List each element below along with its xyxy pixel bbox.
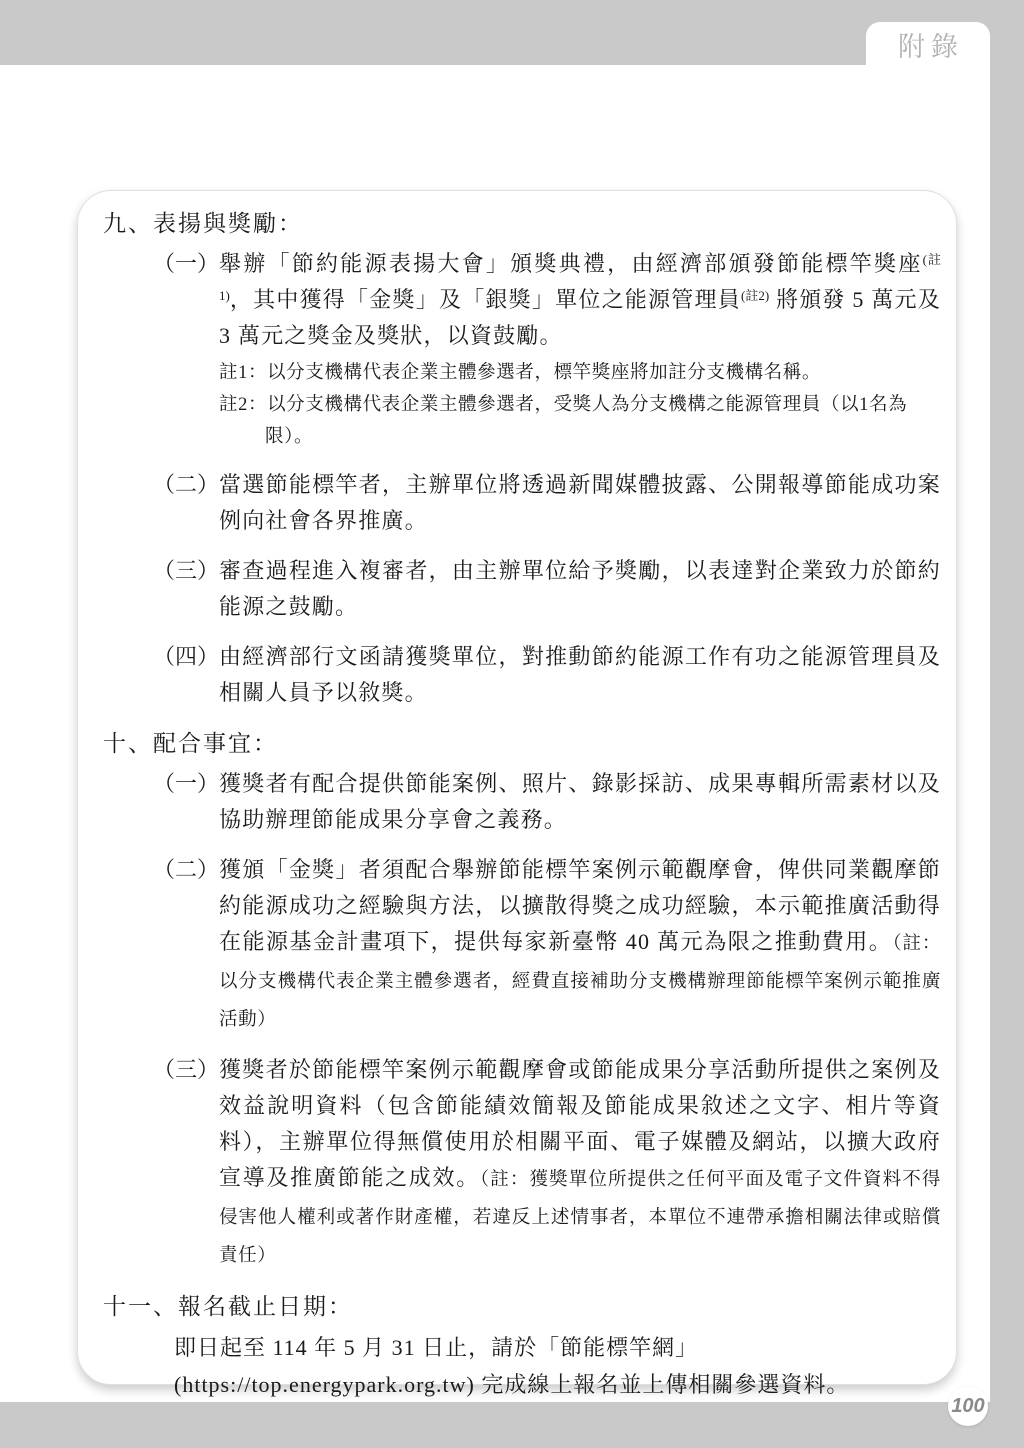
item-marker: （四） (153, 644, 220, 669)
item-marker: （三） (153, 558, 220, 583)
item-marker: （一） (153, 771, 220, 796)
footnote-label: 註1： (219, 363, 268, 383)
item-text: ，其中獲得「金獎」及「銀獎」單位之能源管理員 (229, 287, 741, 312)
item-marker: （三） (153, 1057, 220, 1082)
appendix-tab-label: 附錄 (898, 31, 964, 62)
footnote-text: 以分支機構代表企業主體參選者，受獎人為分支機構之能源管理員（以1名為限）。 (265, 395, 908, 447)
list-item-9-3 (103, 553, 941, 625)
list-item-10-1 (103, 766, 941, 838)
section-heading-11: 十一、報名截止日期： (103, 1294, 353, 1319)
page-number-badge (948, 1386, 988, 1426)
list-item-10-3 (103, 1052, 941, 1274)
item-text: 審查過程進入複審者，由主辦單位給予獎勵，以表達對企業致力於節約能源之鼓勵。 (219, 558, 941, 619)
registration-url-line: (https://top.energypark.org.tw) 完成線上報名並上傳相關參選資料。 (174, 1372, 850, 1397)
footnote-ref-1: (註1) (219, 252, 941, 303)
document-body (103, 205, 941, 1403)
footnote-label: 註2： (219, 395, 268, 415)
inline-note: （註：以分支機構代表企業主體參選者，經費直接補助分支機構辦理節能標竿案例示範推廣活動） (219, 934, 941, 1030)
item-text: 將頒發 5 萬元及 3 萬元之獎金及獎狀，以資鼓勵。 (219, 287, 941, 348)
deadline-line: 即日起至 114 年 5 月 31 日止，請於「節能標竿網」 (174, 1335, 699, 1360)
footnote-ref-2: (註2) (741, 288, 770, 303)
footnotes (219, 357, 941, 453)
item-marker: （二） (153, 472, 220, 497)
footnote-line-2 (219, 389, 941, 453)
appendix-tab (866, 22, 990, 66)
inline-note: （註：獲獎單位所提供之任何平面及電子文件資料不得侵害他人權利或著作財產權，若違反上述情事者，本單位不連帶承擔相關法律或賠償責任） (219, 1170, 942, 1266)
item-text: 獲頒「金獎」者須配合舉辦節能標竿案例示範觀摩會，俾供同業觀摩節約能源成功之經驗與方法，以擴散得獎之成功經驗，本示範推廣活動得在能源基金計畫項下，提供每家新臺幣 40 萬元為限之推動費用。 (219, 857, 941, 954)
list-item-9-2 (103, 467, 941, 539)
list-item-10-2 (103, 852, 941, 1038)
page-number: 100 (951, 1394, 985, 1417)
item-marker: （二） (153, 857, 220, 882)
item-text: 當選節能標竿者，主辦單位將透過新聞媒體披露、公開報導節能成功案例向社會各界推廣。 (219, 472, 941, 533)
footnote-line-1 (219, 357, 941, 389)
list-item-9-4 (103, 639, 941, 711)
item-text: 獲獎者有配合提供節能案例、照片、錄影採訪、成果專輯所需素材以及協助辦理節能成果分享會之義務。 (219, 771, 941, 832)
footnote-text: 以分支機構代表企業主體參選者，標竿獎座將加註分支機構名稱。 (267, 363, 821, 383)
list-item-9-1 (103, 246, 941, 453)
section-heading-10: 十、配合事宜： (103, 731, 278, 756)
item-marker: （一） (153, 251, 220, 276)
right-edge-strip (990, 65, 1024, 1402)
item-text: 獲獎者於節能標竿案例示範觀摩會或節能成果分享活動所提供之案例及效益說明資料（包含節能績效簡報及節能成果敘述之文字、相片等資料），主辦單位得無償使用於相關平面、電子媒體及網站，以擴大政府宣導及推廣節能之成效。 (219, 1057, 941, 1190)
content-box (77, 190, 957, 1397)
item-text: 由經濟部行文函請獲獎單位，對推動節約能源工作有功之能源管理員及相關人員予以敘獎。 (219, 644, 941, 705)
section-heading-9: 九、表揚與獎勵： (103, 211, 303, 236)
footer-band (0, 1402, 1024, 1448)
item-text: 舉辦「節約能源表揚大會」頒獎典禮，由經濟部頒發節能標竿獎座 (219, 251, 923, 276)
